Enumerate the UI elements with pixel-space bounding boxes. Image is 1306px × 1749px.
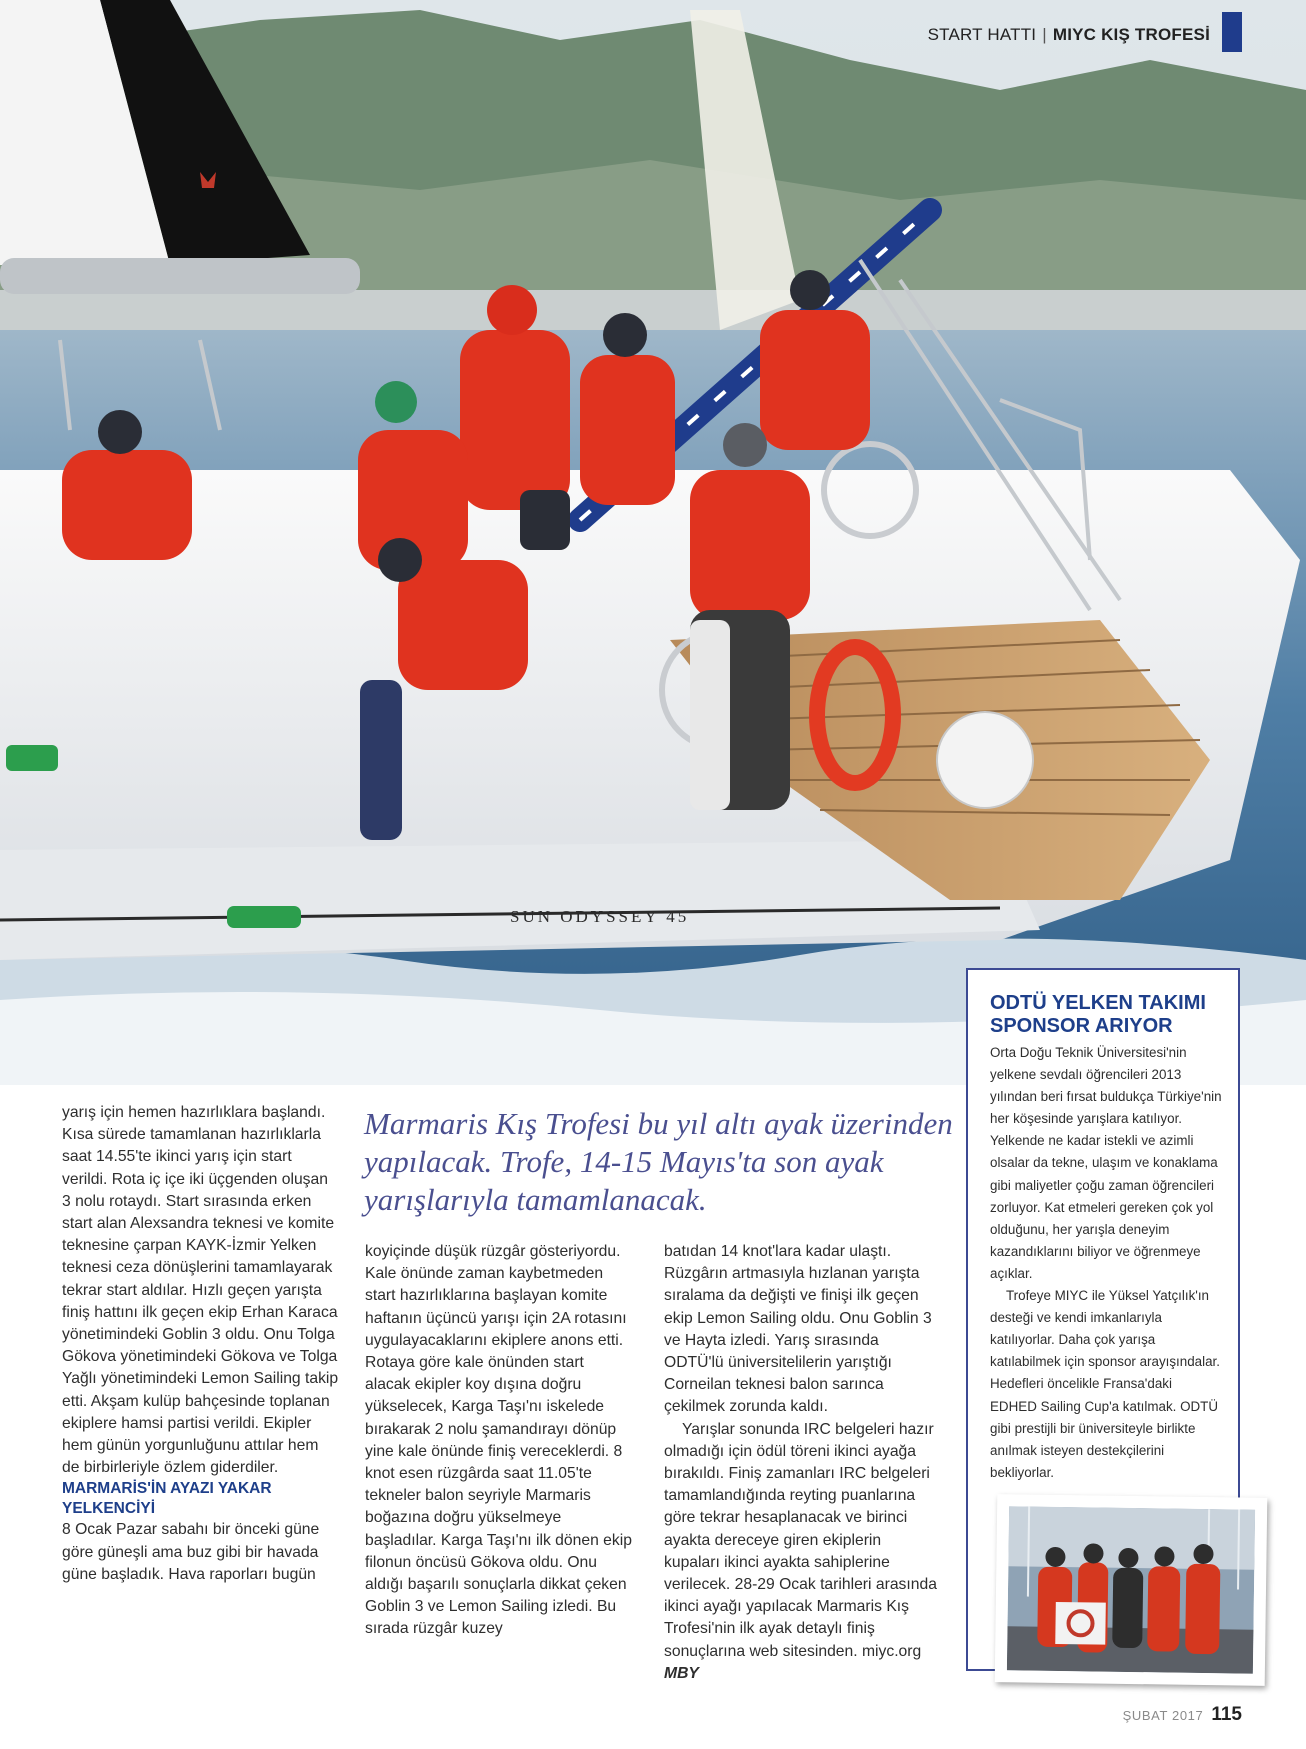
hull-name-text: SUN ODYSSEY 45 bbox=[510, 907, 690, 926]
sidebar-title: ODTÜ YELKEN TAKIMI SPONSOR ARIYOR bbox=[990, 992, 1206, 1037]
header-color-mark bbox=[1222, 12, 1242, 52]
column3-paragraph-2-text: Yarışlar sonunda IRC belgeleri hazır olmadığı için ödül töreni ikinci ayağa bırakıldı. Finiş zamanları IRC belgeleri tamamlandığında reyting puanlarına göre tekrar hesaplanacak ve birinci ayakta dereceye giren ekiplerin kupaları ikinci ayakta sahiplerine verilecek. 28-29 Ocak tarihleri arasında ikinci ayağı yapılacak Marmaris Kış Trofesi'nin ilk ayak detaylı finiş sonuçlarına web sitesinden. miyc.org bbox=[664, 1420, 937, 1660]
team-photo-illustration bbox=[1007, 1506, 1255, 1673]
header-title: MIYC KIŞ TROFESİ bbox=[1052, 25, 1210, 44]
pull-quote: Marmaris Kış Trofesi bu yıl altı ayak üzerinden yapılacak. Trofe, 14-15 Mayıs'ta son ayak yarışlarıyla tamamlanacak. bbox=[364, 1106, 953, 1217]
page-number: 115 bbox=[1211, 1704, 1242, 1725]
column2-paragraph-1: koyiçinde düşük rüzgâr gösteriyordu. Kale önünde zaman kaybetmeden start hazırlıklarına başlayan komite haftanın üçüncü yarışı için 2A rotasını uygulayacaklarını ekiplere anons etti. Rotaya göre kale önünden start alacak ekipler koy dışına doğru yükselecek, Karga Taşı'nı iskelede bırakarak 2 nolu şamandırayı dönüp yine kale önünde finiş vereceklerdi. 8 knot esen rüzgârda saat 11.05'te tekneler balon seyriyle Marmaris boğazına doğru yükselmeye başladılar. Karga Taşı'nı ilk dönen ekip filonun öncüsü Gökova oldu. Onu aldığı başarılı sonuçlarla dikkat çeken Goblin 3 ve Lemon Sailing izledi. Bu sırada rüzgâr kuzey bbox=[365, 1243, 632, 1638]
header-section: START HATTI bbox=[927, 25, 1037, 44]
article-column-1 bbox=[62, 1102, 340, 1586]
header-separator: | bbox=[1042, 25, 1047, 44]
column3-paragraph-2 bbox=[664, 1419, 940, 1685]
column1-paragraph-1: yarış için hemen hazırlıklara başlandı. Kısa sürede tamamlanan hazırlıklarla saat 14.55'te ikinci yarış için start verildi. Rota iç içe iki üçgenden oluşan 3 nolu rotaydı. Start sırasında erken start alan Alexsandra teknesi ve komite teknesine çarpan KAYK-İzmir Yelken teknesi ceza dönüşlerini tamamlayarak tekrar start aldılar. Hızlı geçen yarışta finiş hattını ilk geçen ekip Erhan Karaca yönetimindeki Goblin 3 oldu. Onu Tolga Gökova yönetimindeki Gökova ve Tolga Yağlı yönetimindeki Lemon Sailing takip etti. Akşam kulüp bahçesinde toplanan ekiplere hamsi partisi verildi. Ekipler hem günün yorgunluğunu attılar hem de birbirleriyle özlem giderdiler. bbox=[62, 1104, 339, 1477]
running-header bbox=[928, 20, 1242, 50]
article-column-2 bbox=[365, 1241, 633, 1641]
page-footer bbox=[1123, 1704, 1242, 1726]
issue-date: ŞUBAT 2017 bbox=[1122, 1708, 1204, 1723]
column1-subheading: MARMARİS'İN AYAZI YAKAR YELKENCİYİ bbox=[62, 1480, 272, 1518]
author-signature: MBY bbox=[664, 1664, 699, 1682]
sidebar-paragraph-1: Orta Doğu Teknik Üniversitesi'nin yelkene sevdalı öğrencileri 2013 yılından beri fırsat buldukça Türkiye'nin her köşesinde yarışlara katılıyor. Yelkende ne kadar istekli ve azimli olsalar da tekne, ulaşım ve konaklama gibi maliyetler çoğu zaman öğrencileri zorluyor. Kat etmeleri gereken çok yol olduğunu, her yarışla deneyim kazandıklarını biliyor ve öğrenmeye açıklar. bbox=[990, 1045, 1222, 1281]
sidebar-paragraph-2: Trofeye MIYC ile Yüksel Yatçılık'ın desteği ve kendi imkanlarıyla katılıyorlar. Daha çok yarışa katılabilmek için sponsor arayışındalar. Hedefleri öncelikle Fransa'daki EDHED Sailing Cup'a katılmak. ODTÜ gibi prestijli bir üniversiteyle birlikte anılmak isteyen destekçilerini bekliyorlar. bbox=[990, 1288, 1220, 1480]
team-photo bbox=[995, 1494, 1268, 1686]
column3-paragraph-1: batıdan 14 knot'lara kadar ulaştı. Rüzgârın artmasıyla hızlanan yarışta sıralama da değişti ve finişi ilk geçen ekip Lemon Sailing oldu. Onu Goblin 3 ve Hayta izledi. Yarış sırasında ODTÜ'lü üniversitelilerin yarıştığı Corneilan teknesi balon sarınca çekilmek zorunda kaldı. bbox=[664, 1243, 932, 1416]
column1-paragraph-2: 8 Ocak Pazar sabahı bir önceki güne göre güneşli ama buz gibi bir havada güne başladık. Hava raporları bugün bbox=[62, 1521, 320, 1583]
article-column-3 bbox=[664, 1241, 940, 1685]
